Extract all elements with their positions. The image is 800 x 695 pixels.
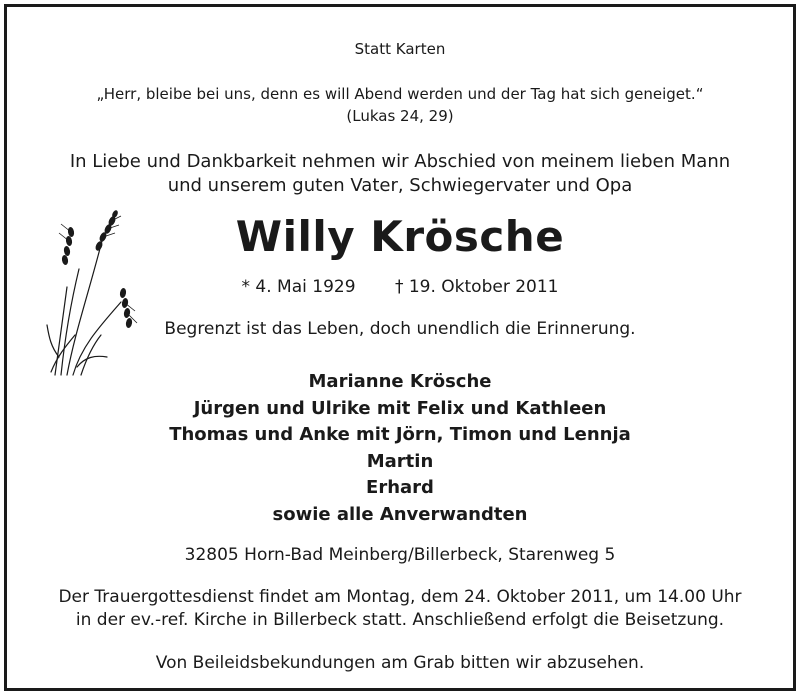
deceased-name: Willy Krösche: [235, 212, 565, 261]
mourner-name: sowie alle Anverwandten: [272, 503, 528, 525]
mourners-list: [7, 369, 793, 529]
mourner-name: Marianne Krösche: [308, 371, 492, 392]
closing-note: Von Beileidsbekundungen am Grab bitten wir abzusehen.: [155, 653, 645, 673]
mourner-name: Martin: [366, 450, 434, 472]
mourner-name: Erhard: [366, 477, 434, 499]
mourner-name: Thomas und Anke mit Jörn, Timon und Lennja: [169, 424, 631, 446]
mourner-name: Jürgen und Ulrike mit Felix und Kathleen: [193, 397, 607, 419]
birth-date: * 4. Mai 1929: [241, 277, 356, 297]
notice-header: Statt Karten: [354, 40, 446, 58]
death-date: † 19. Oktober 2011: [394, 277, 559, 297]
quote-reference: (Lukas 24, 29): [346, 107, 454, 125]
service-info-line-2: in der ev.-ref. Kirche in Billerbeck statt. Anschließend erfolgt die Beisetzung.: [75, 610, 725, 630]
family-address: 32805 Horn-Bad Meinberg/Billerbeck, Starenweg 5: [184, 545, 616, 565]
life-dates: [7, 277, 793, 297]
obituary-notice: [4, 4, 796, 691]
bible-quote: „Herr, bleibe bei uns, denn es will Abend werden und der Tag hat sich geneiget.“: [96, 85, 704, 103]
memorial-motto: Begrenzt ist das Leben, doch unendlich die Erinnerung.: [164, 319, 636, 339]
service-info-line-1: Der Trauergottesdienst findet am Montag, dem 24. Oktober 2011, um 14.00 Uhr: [58, 587, 742, 607]
intro-line-1: In Liebe und Dankbarkeit nehmen wir Abschied von meinem lieben Mann: [69, 151, 731, 172]
intro-line-2: und unserem guten Vater, Schwiegervater und Opa: [167, 175, 633, 196]
